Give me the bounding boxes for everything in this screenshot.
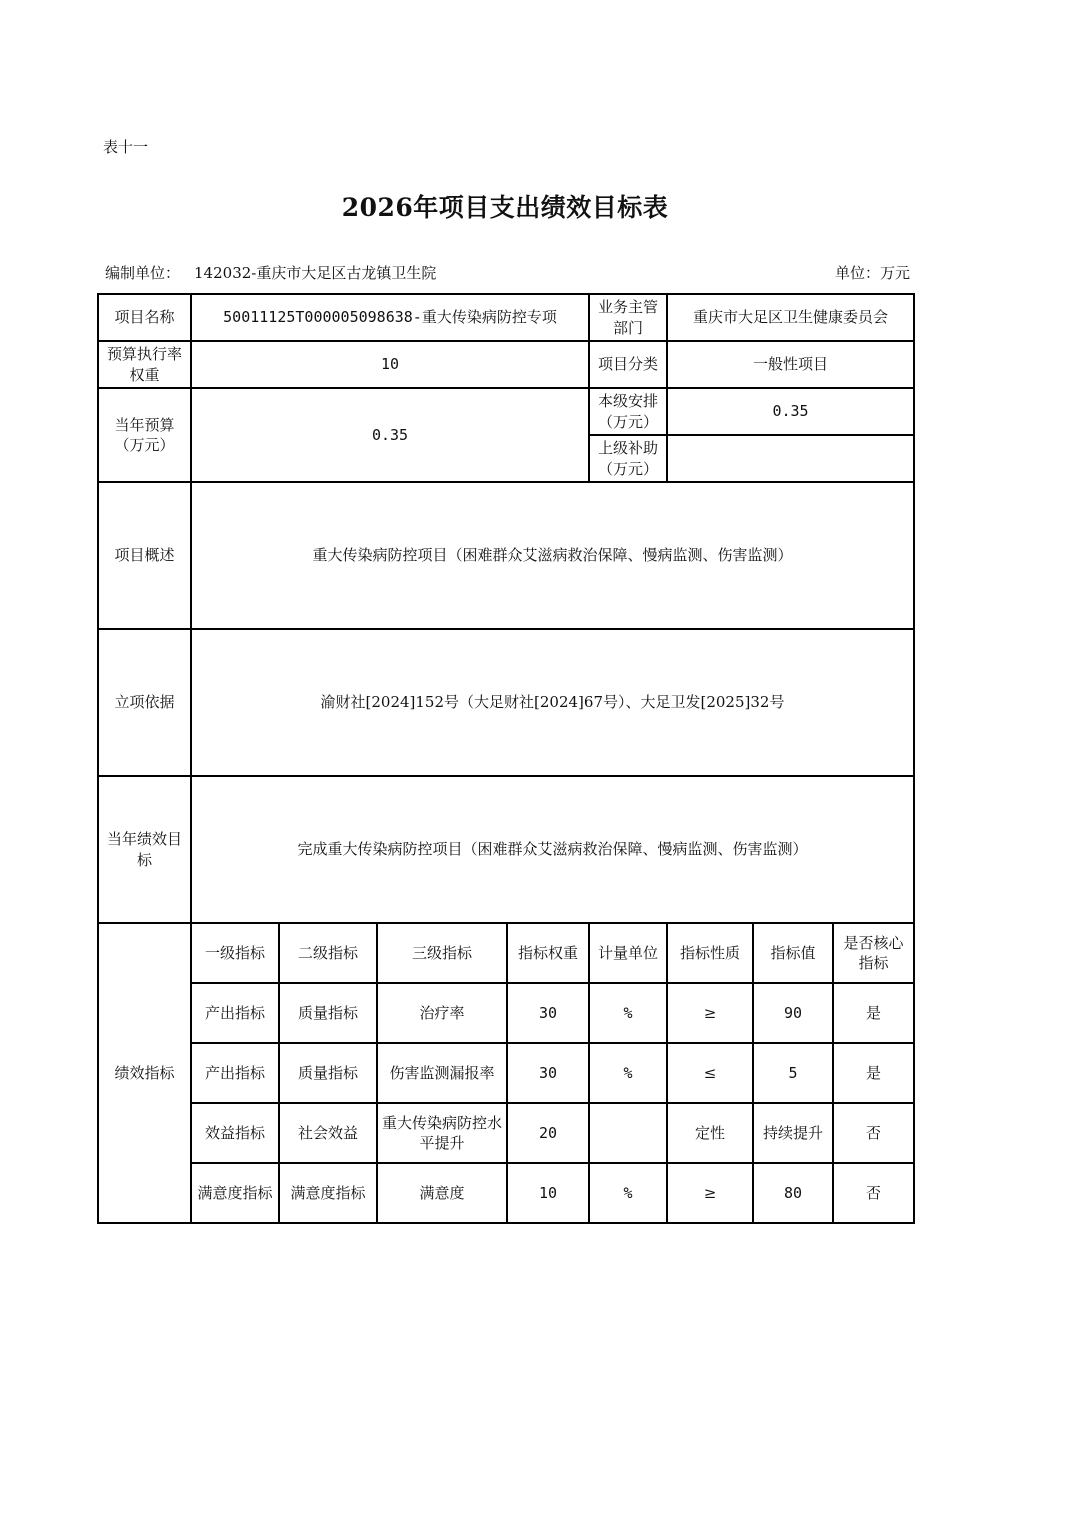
superior-subsidy-label: 上级补助（万元） xyxy=(589,435,667,482)
indicator-row xyxy=(98,1103,914,1163)
basis-value: 渝财社[2024]152号（大足财社[2024]67号）、大足卫发[2025]32号 xyxy=(191,629,914,776)
indicator-weight: 30 xyxy=(507,983,589,1043)
indicator-level1: 产出指标 xyxy=(191,983,279,1043)
table-label: 表十一 xyxy=(103,138,149,156)
header-unit: 计量单位 xyxy=(589,923,667,983)
org-line xyxy=(105,262,436,283)
indicator-weight: 30 xyxy=(507,1043,589,1103)
unit-label: 单位：万元 xyxy=(834,264,910,282)
indicator-nature: 定性 xyxy=(667,1103,753,1163)
indicator-value: 持续提升 xyxy=(753,1103,833,1163)
header-weight: 指标权重 xyxy=(507,923,589,983)
budget-value: 0.35 xyxy=(191,388,589,482)
indicator-level1: 满意度指标 xyxy=(191,1163,279,1223)
page-title: 2026年项目支出绩效目标表 xyxy=(341,193,669,222)
org-label: 编制单位： xyxy=(105,264,181,282)
indicator-level2: 满意度指标 xyxy=(279,1163,377,1223)
indicator-level3: 伤害监测漏报率 xyxy=(377,1043,507,1103)
header-core: 是否核心指标 xyxy=(833,923,914,983)
weight-value: 10 xyxy=(191,341,589,388)
category-label: 项目分类 xyxy=(589,341,667,388)
header-level2: 二级指标 xyxy=(279,923,377,983)
indicator-value: 90 xyxy=(753,983,833,1043)
indicator-nature: ≤ xyxy=(667,1043,753,1103)
indicator-level2: 社会效益 xyxy=(279,1103,377,1163)
indicator-nature: ≥ xyxy=(667,983,753,1043)
indicator-core: 是 xyxy=(833,1043,914,1103)
indicator-level2: 质量指标 xyxy=(279,1043,377,1103)
indicator-level3: 满意度 xyxy=(377,1163,507,1223)
local-budget-label: 本级安排（万元） xyxy=(589,388,667,435)
indicator-unit: % xyxy=(589,1163,667,1223)
project-name-value: 50011125T000005098638-重大传染病防控专项 xyxy=(191,294,589,341)
org-value: 142032-重庆市大足区古龙镇卫生院 xyxy=(194,264,437,282)
indicator-level1: 效益指标 xyxy=(191,1103,279,1163)
project-name-label: 项目名称 xyxy=(98,294,191,341)
indicator-row xyxy=(98,983,914,1043)
indicator-unit xyxy=(589,1103,667,1163)
dept-label: 业务主管部门 xyxy=(589,294,667,341)
overview-label: 项目概述 xyxy=(98,482,191,629)
goal-value: 完成重大传染病防控项目（困难群众艾滋病救治保障、慢病监测、伤害监测） xyxy=(191,776,914,923)
perf-indicators-label: 绩效指标 xyxy=(98,923,191,1223)
dept-value: 重庆市大足区卫生健康委员会 xyxy=(667,294,914,341)
budget-label: 当年预算（万元） xyxy=(98,388,191,482)
indicator-level3: 治疗率 xyxy=(377,983,507,1043)
indicator-unit: % xyxy=(589,983,667,1043)
indicator-core: 否 xyxy=(833,1103,914,1163)
indicator-weight: 10 xyxy=(507,1163,589,1223)
header-nature: 指标性质 xyxy=(667,923,753,983)
indicator-weight: 20 xyxy=(507,1103,589,1163)
indicator-row xyxy=(98,1163,914,1223)
indicator-level1: 产出指标 xyxy=(191,1043,279,1103)
header-level3: 三级指标 xyxy=(377,923,507,983)
header-value: 指标值 xyxy=(753,923,833,983)
basis-label: 立项依据 xyxy=(98,629,191,776)
weight-label: 预算执行率权重 xyxy=(98,341,191,388)
header-level1: 一级指标 xyxy=(191,923,279,983)
indicator-core: 是 xyxy=(833,983,914,1043)
performance-table xyxy=(97,293,915,1224)
indicator-unit: % xyxy=(589,1043,667,1103)
indicator-value: 80 xyxy=(753,1163,833,1223)
indicator-level2: 质量指标 xyxy=(279,983,377,1043)
indicator-value: 5 xyxy=(753,1043,833,1103)
goal-label: 当年绩效目标 xyxy=(98,776,191,923)
indicator-core: 否 xyxy=(833,1163,914,1223)
local-budget-value: 0.35 xyxy=(667,388,914,435)
superior-subsidy-value xyxy=(667,435,914,482)
overview-value: 重大传染病防控项目（困难群众艾滋病救治保障、慢病监测、伤害监测） xyxy=(191,482,914,629)
indicator-nature: ≥ xyxy=(667,1163,753,1223)
indicator-level3: 重大传染病防控水平提升 xyxy=(377,1103,507,1163)
indicator-row xyxy=(98,1043,914,1103)
category-value: 一般性项目 xyxy=(667,341,914,388)
